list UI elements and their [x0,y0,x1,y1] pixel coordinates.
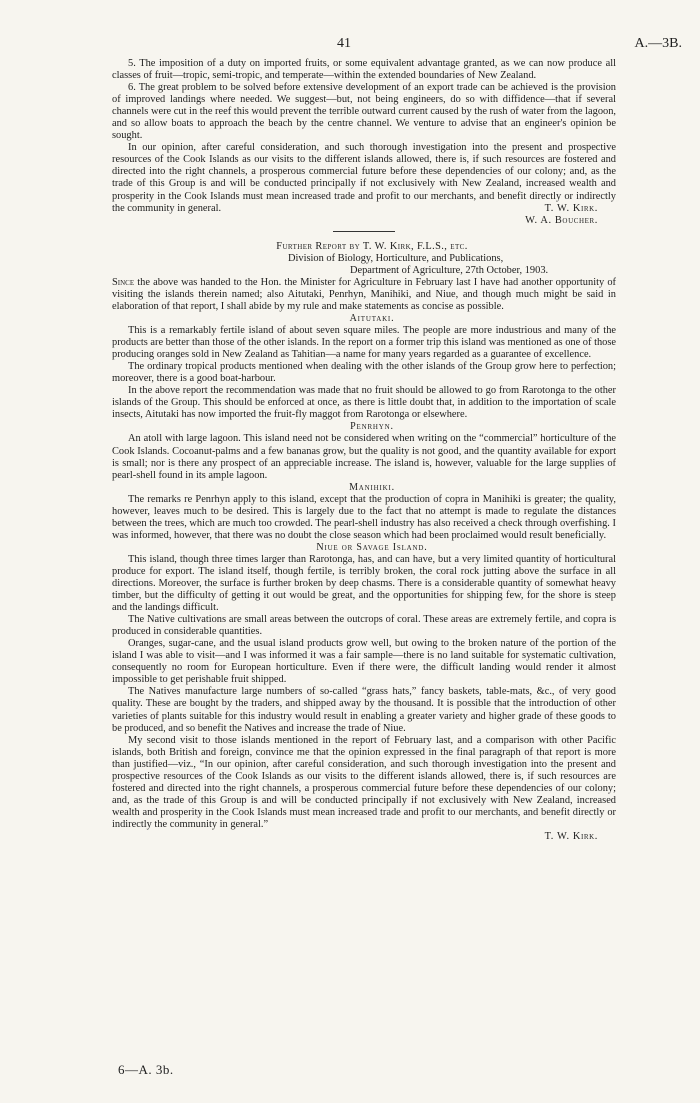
signatory-boucher: W. A. Boucher. [525,214,598,226]
section-divider [333,231,395,232]
signatory-kirk: T. W. Kirk. [544,202,598,214]
opening-word: Since [112,276,135,288]
aitutaki-paragraph-2: The ordinary tropical products mentioned when dealing with the other islands of the Group grow here to perfection; moreover, there is a good boat-harbour. [112,361,616,385]
report-address-line-2: Department of Agriculture, 27th October, 1903. [350,264,549,276]
paragraph-5: 5. The imposition of a duty on imported fruits, or some equivalent advantage granted, as we can now produce all classes of fruit—tropic, semi-tropic, and temperate—within the extended boundaries of New Zealand. [112,58,616,82]
opinion-paragraph: In our opinion, after careful consideration, and such thorough investigation into the present and prospective resources of the Cook Islands as our visits to the different islands allowed, there is, if such resources are fostered and directed into the right channels, a prosperous commercial future before these dependencies of our colony; and, as the trade of this Group is and will be conducted principally if not exclusively with New Zealand, increased wealth and prosperity in the Cook Islands must mean increased trade and profit to our merchants, and benefit directly or indirectly the community in general. [112,142,616,214]
aitutaki-paragraph-3: In the above report the recommendation was made that no fruit should be allowed to go from Rarotonga to the other islands of the Group. This should be enforced at once, as there is little doubt that, in addition to the importation of scale insects, Aitutaki has now imported the fruit-fly maggot from Rarotonga or elsewhere. [112,385,616,421]
niue-paragraph-1: This island, though three times larger than Rarotonga, has, and can have, but a very limited quantity of horticultural produce for export. The island itself, though fertile, is terribly broken, the coral rock jutting above the surface in all directions. Moreover, the surface is further broken by deep chasms. There is a considerable quantity of somewhat heavy timber, but the difficulty of getting it out would be great, and the opportunities for shipping few, for the shore is steep and the landings difficult. [112,553,616,614]
heading-manihiki: Manihiki. [349,481,395,493]
footer-reference: 6—A. 3b. [118,1062,174,1077]
heading-penrhyn: Penrhyn. [350,421,394,433]
heading-niue: Niue or Savage Island. [316,541,428,553]
report-address-line-1: Division of Biology, Horticulture, and Publications, [288,252,504,264]
closing-paragraph: My second visit to those islands mentioned in the report of February last, and a comparison with other Pacific islands, both British and foreign, convince me that the opinion expressed in the final paragraph of that report is more than justified—viz., “In our opinion, after careful consideration, and such thorough investigation into the present and prospective resources of the Cook Islands as our visits to the different islands allowed, there is, if such resources are fostered and directed into the right channels, a prosperous commercial future before these dependencies of our colony; and, as the trade of this Group is and will be conducted principally if not exclusively with New Zealand, increased wealth and prosperity in the Cook Islands must mean increased trade and profit to our merchants, and benefit directly or indirectly the community in general.” [112,734,616,830]
text-column [112,58,616,843]
page-number: 41 [337,36,351,51]
paragraph-6: 6. The great problem to be solved before extensive development of an export trade can be achieved is the provision of improved landings where needed. We suggest—but, not being engineers, do so with diffidence—that if several channels were cut in the reef this would prevent the terrible outward current caused by the rush of water from the lagoon, and so allow boats to approach the beach by the centre channel. We venture to advise that an engineer's opinion be sought. [112,82,616,142]
niue-paragraph-3: Oranges, sugar-cane, and the usual island products grow well, but owing to the broken nature of the portion of the island I was able to visit—and I was informed it was a fair sample—there is no land suitable for systematic cultivation, consequently no room for European horticulture. Even if there were, the difficult landing would render it almost impossible to get perishable fruit shipped. [112,638,616,686]
aitutaki-paragraph-1: This is a remarkably fertile island of about seven square miles. The people are more industrious and many of the products are better than those of the other islands. In the report on a former trip this island was mentioned as one of those producing oranges sold in New Zealand as Tahitian—a name for many years regarded as a guarantee of excellence. [112,325,616,361]
closing-signature: T. W. Kirk. [544,831,598,842]
further-report-opening [112,277,616,313]
niue-paragraph-4: The Natives manufacture large numbers of so-called “grass hats,” fancy baskets, table-mats, &c., of very good quality. These are bought by the traders, and shipped away by the thousand. It is possible that the introduction of other varieties of plants suitable for this industry would result in enabling a greater variety and higher grade of these goods to be produced, and so benefit the Natives and increase the trade of Niue. [112,686,616,734]
niue-paragraph-2: The Native cultivations are small areas between the outcrops of coral. These areas are extremely fertile, and copra is produced in considerable quantities. [112,614,616,638]
further-report-title: Further Report by T. W. Kirk, F.L.S., etc. [276,240,468,252]
manihiki-paragraph-1: The remarks re Penrhyn apply to this island, except that the production of copra in Manihiki is greater; the quality, however, leaves much to be desired. This is largely due to the fact that no attempt is made to regulate the distances between the trees, which are much too crowded. The pearl-shell industry has also received a check through overfishing. I was informed, however, that there was no doubt the close season which had been proclaimed would result beneficially. [112,493,616,541]
penrhyn-paragraph-1: An atoll with large lagoon. This island need not be considered when writing on the “commercial” horticulture of the Cook Islands. Cocoanut-palms and a few bananas grow, but the quality is not good, and the quantity available for export is small; nor is there any prospect of an appreciable increase. The island is, however, valuable for the large supplies of pearl-shell found in its ample lagoon. [112,433,616,481]
document-reference: A.—3B. [634,36,682,51]
opening-text: the above was handed to the Hon. the Minister for Agriculture in February last I have had another opportunity of visiting the islands therein named; also Aitutaki, Penrhyn, Manihiki, and Niue, and though much might be said in elaboration of that report, I shall abide by my rule and make statements as concise as possible. [112,276,616,312]
heading-aitutaki: Aitutaki. [349,312,395,324]
